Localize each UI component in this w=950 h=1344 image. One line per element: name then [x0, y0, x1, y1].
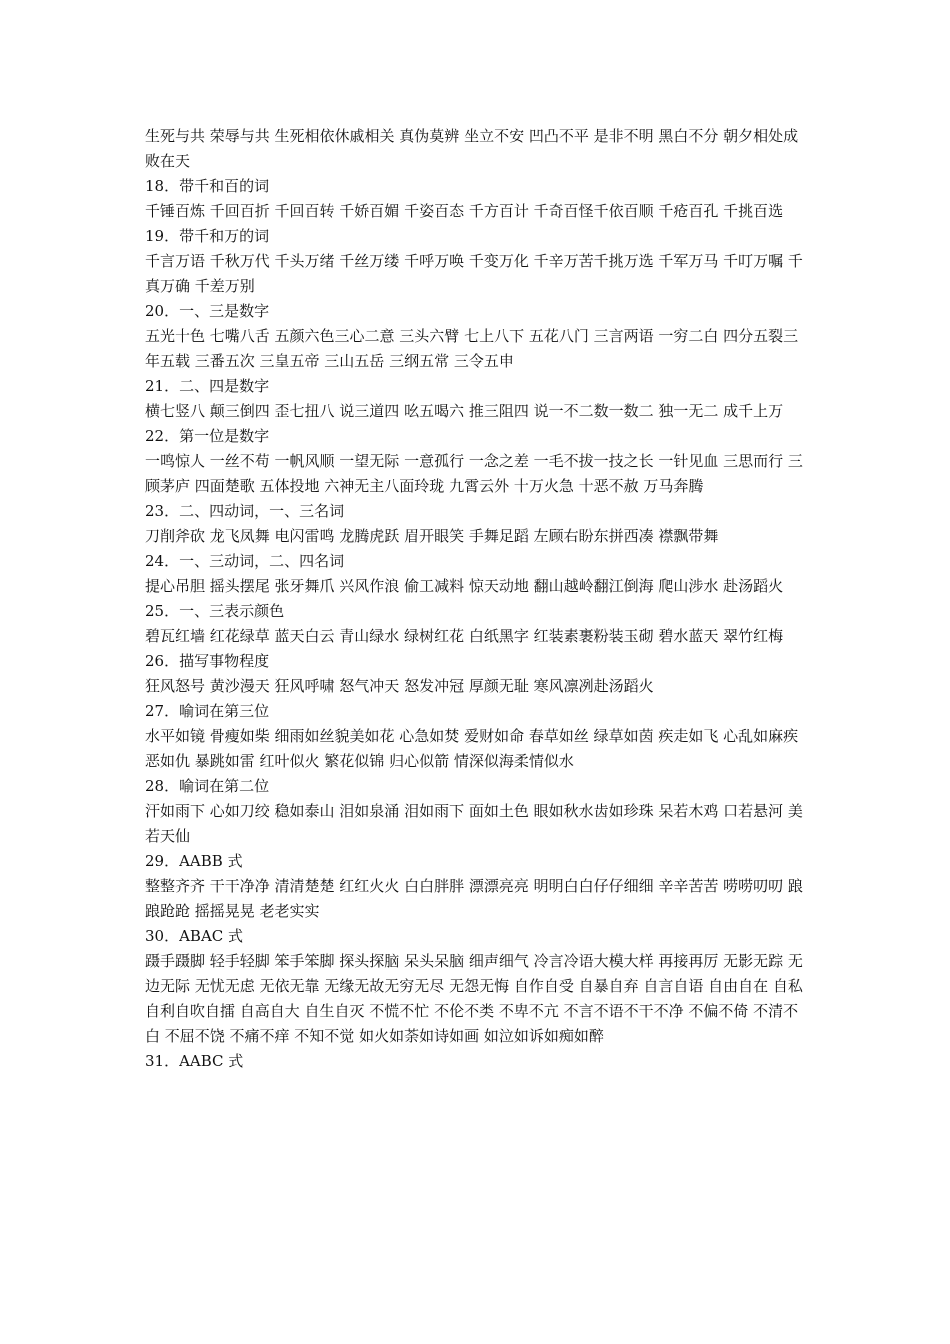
section-text-21: 横七竖八 颠三倒四 歪七扭八 说三道四 吆五喝六 推三阻四 说一不二数一数二 独一无二 成千上万 — [145, 402, 784, 420]
section-text-20: 五光十色 七嘴八舌 五颜六色三心二意 三头六臂 七上八下 五花八门 三言两语 一穷二白 四分五裂三年五载 三番五次 三皇五帝 三山五岳 三纲五常 三令五申 — [145, 327, 799, 370]
section-heading-25: 25．一、三表示颜色 — [145, 602, 285, 620]
section-text-27: 水平如镜 骨瘦如柴 细雨如丝貌美如花 心急如焚 爱财如命 春草如丝 绿草如茵 疾走如飞 心乱如麻疾恶如仇 暴跳如雷 红叶似火 繁花似锦 归心似箭 情深似海柔情似水 — [145, 727, 799, 770]
section-text-30: 蹑手蹑脚 轻手轻脚 笨手笨脚 探头探脑 呆头呆脑 细声细气 冷言冷语大模大样 再接再厉 无影无踪 无边无际 无忧无虑 无依无靠 无缘无故无穷无尽 无怨无悔 自作自受 自暴自弃 自言自语 自由自在 自私自利自吹自擂 自高自大 自生自灭 不慌不忙 不伦不类 不卑不亢 不言不语不干不净 不偏不倚 不清不白 不屈不饶 不痛不痒 不知不觉 如火如荼如诗如画 如泣如诉如痴如醉 — [145, 952, 803, 1045]
section-heading-31: 31．AABC 式 — [145, 1052, 244, 1070]
section-text-25: 碧瓦红墙 红花绿草 蓝天白云 青山绿水 绿树红花 白纸黑字 红装素裹粉装玉砌 碧水蓝天 翠竹红梅 — [145, 627, 784, 645]
section-heading-26: 26．描写事物程度 — [145, 652, 270, 670]
section-heading-20: 20．一、三是数字 — [145, 302, 270, 320]
section-text-22: 一鸣惊人 一丝不苟 一帆风顺 一望无际 一意孤行 一念之差 一毛不拔一技之长 一针见血 三思而行 三顾茅庐 四面楚歌 五体投地 六神无主八面玲珑 九霄云外 十万火急 十恶不赦 万马奔腾 — [145, 452, 803, 495]
section-heading-21: 21．二、四是数字 — [145, 377, 270, 395]
section-heading-19: 19．带千和万的词 — [145, 227, 270, 245]
section-text-24: 提心吊胆 摇头摆尾 张牙舞爪 兴风作浪 偷工减料 惊天动地 翻山越岭翻江倒海 爬山涉水 赴汤蹈火 — [145, 577, 784, 595]
section-heading-30: 30．ABAC 式 — [145, 927, 244, 945]
section-text-29: 整整齐齐 干干净净 清清楚楚 红红火火 白白胖胖 漂漂亮亮 明明白白仔仔细细 辛辛苦苦 唠唠叨叨 踉踉跄跄 摇摇晃晃 老老实实 — [145, 877, 803, 920]
section-text-28: 汗如雨下 心如刀绞 稳如泰山 泪如泉涌 泪如雨下 面如土色 眼如秋水齿如珍珠 呆若木鸡 口若悬河 美若天仙 — [145, 802, 803, 845]
intro-paragraph: 生死与共 荣辱与共 生死相依休戚相关 真伪莫辨 坐立不安 凹凸不平 是非不明 黑白不分 朝夕相处成败在天 — [145, 127, 799, 170]
section-heading-29: 29．AABB 式 — [145, 852, 243, 870]
section-heading-24: 24．一、三动词，二、四名词 — [145, 552, 345, 570]
section-heading-23: 23．二、四动词，一、三名词 — [145, 502, 345, 520]
section-text-23: 刀削斧砍 龙飞凤舞 电闪雷鸣 龙腾虎跃 眉开眼笑 手舞足蹈 左顾右盼东拼西凑 襟飘带舞 — [145, 527, 719, 545]
section-heading-18: 18．带千和百的词 — [145, 177, 270, 195]
section-text-26: 狂风怒号 黄沙漫天 狂风呼啸 怒气冲天 怒发冲冠 厚颜无耻 寒风凛冽赴汤蹈火 — [145, 677, 654, 695]
section-heading-27: 27．喻词在第三位 — [145, 702, 270, 720]
section-text-19: 千言万语 千秋万代 千头万绪 千丝万缕 千呼万唤 千变万化 千辛万苦千挑万选 千军万马 千叮万嘱 千真万确 千差万别 — [145, 252, 803, 295]
section-heading-28: 28．喻词在第二位 — [145, 777, 270, 795]
section-text-18: 千锤百炼 千回百折 千回百转 千娇百媚 千姿百态 千方百计 千奇百怪千依百顺 千疮百孔 千挑百选 — [145, 202, 784, 220]
section-heading-22: 22．第一位是数字 — [145, 427, 270, 445]
document-page — [145, 124, 810, 1074]
